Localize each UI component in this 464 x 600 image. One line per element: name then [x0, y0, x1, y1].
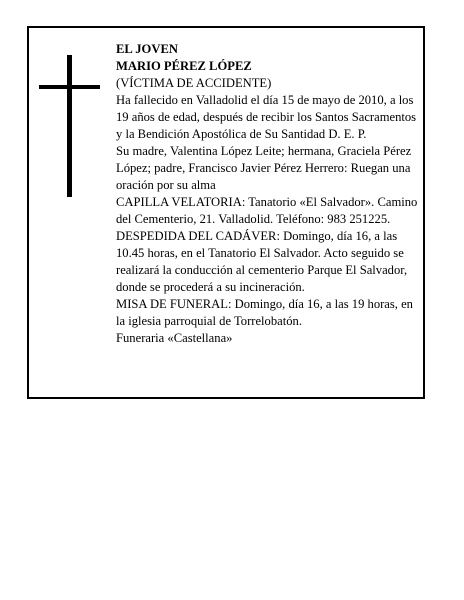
wake-chapel-info: CAPILLA VELATORIA: Tanatorio «El Salvador». Camino del Cementerio, 21. Valladolid. Teléfono: 983 251225. — [116, 195, 418, 226]
obituary-notice — [27, 26, 425, 399]
funeral-mass-info: MISA DE FUNERAL: Domingo, día 16, a las 19 horas, en la iglesia parroquial de Torrelobatón. — [116, 297, 413, 328]
funeral-home: Funeraria «Castellana» — [116, 331, 233, 345]
notice-subtitle: (VÍCTIMA DE ACCIDENTE) — [116, 76, 272, 90]
cross-horizontal-bar — [39, 85, 100, 89]
obituary-text — [116, 41, 420, 347]
cross-vertical-bar — [67, 55, 72, 197]
deceased-name: MARIO PÉREZ LÓPEZ — [116, 59, 252, 73]
farewell-info: DESPEDIDA DEL CADÁVER: Domingo, día 16, a las 10.45 horas, en el Tanatorio El Salvador. Acto seguido se realizará la conducción al cementerio Parque El Salvador, donde se procederá a su incineración. — [116, 229, 408, 294]
notice-heading: EL JOVEN — [116, 42, 178, 56]
family-members: Su madre, Valentina López Leite; hermana, Graciela Pérez López; padre, Francisco Javier Pérez Herrero: Ruegan una oración por su alma — [116, 144, 412, 192]
death-announcement: Ha fallecido en Valladolid el día 15 de mayo de 2010, a los 19 años de edad, después de recibir los Santos Sacramentos y la Bendición Apostólica de Su Santidad D. E. P. — [116, 93, 417, 141]
